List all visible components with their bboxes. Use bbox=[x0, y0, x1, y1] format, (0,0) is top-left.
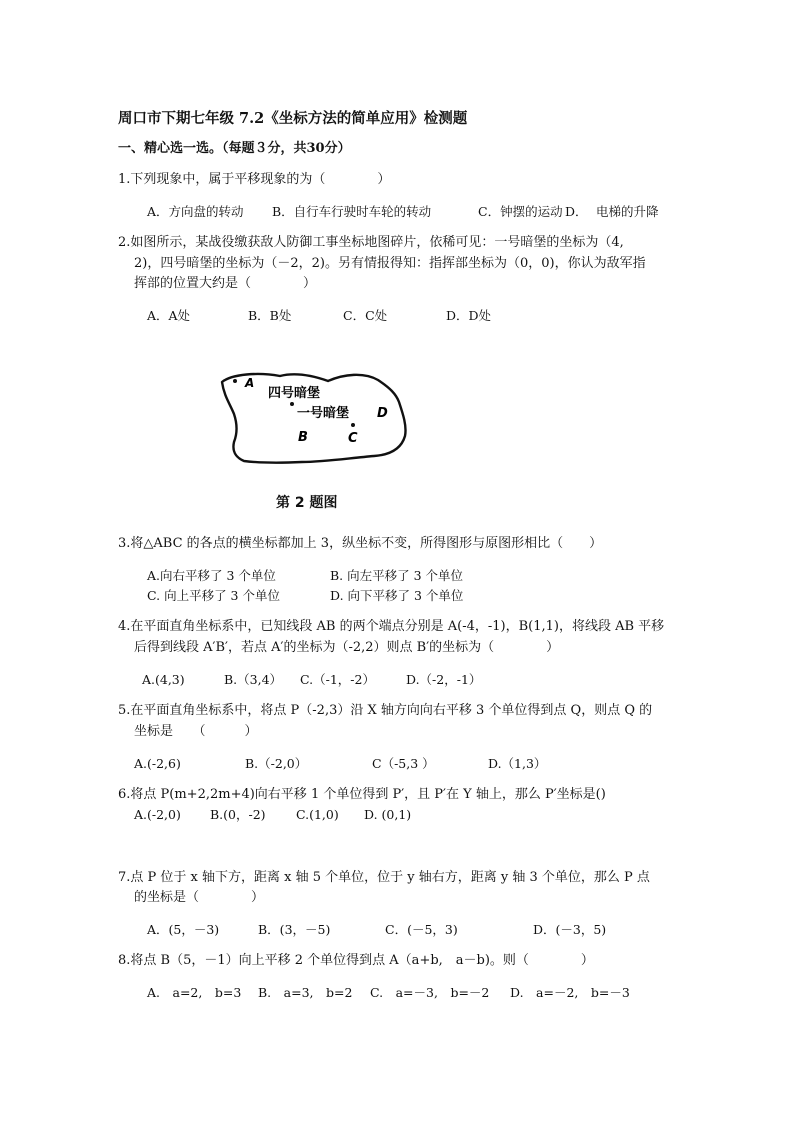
q5-option-d: D.（1,3） bbox=[488, 756, 547, 771]
point-b-dot bbox=[290, 402, 294, 406]
q4-stem-line1: 4.在平面直角坐标系中，已知线段 AB 的两个端点分别是 A(-4，-1)，B(1,1)，将线段 AB 平移 bbox=[118, 619, 665, 634]
label-b: B bbox=[298, 430, 308, 445]
q5-option-b: B.（-2,0） bbox=[245, 756, 308, 771]
q8-option-d: D. a=－2, b=－3 bbox=[510, 985, 630, 1000]
q2-stem-line2: 2)，四号暗堡的坐标为（－2，2)。另有情报得知：指挥部坐标为（0，0)，你认为敌军指 bbox=[134, 256, 646, 271]
q4-option-d: D.（-2，-1） bbox=[406, 672, 482, 687]
q2-option-c: C．C处 bbox=[343, 308, 388, 323]
q6-option-d: D. (0,1) bbox=[364, 807, 412, 822]
q4-stem-line2: 后得到线段 A′B′，若点 A′的坐标为（-2,2）则点 B′的坐标为（ ） bbox=[134, 640, 560, 655]
q5-stem-line2: 坐标是 （ ） bbox=[134, 724, 258, 739]
label-bunker-4: 四号暗堡 bbox=[268, 386, 321, 401]
q2-stem-line1: 2.如图所示，某战役缴获敌人防御工事坐标地图碎片，依稀可见：一号暗堡的坐标为（4, bbox=[118, 235, 624, 250]
q7-option-b: B．(3，－5) bbox=[258, 922, 331, 937]
label-bunker-1: 一号暗堡 bbox=[297, 406, 350, 421]
q3-option-d: D. 向下平移了 3 个单位 bbox=[330, 588, 464, 603]
q7-stem-line2: 的坐标是（ ） bbox=[134, 890, 265, 905]
q2-option-b: B．B处 bbox=[248, 308, 292, 323]
q4-option-c: C.（-1，-2） bbox=[300, 672, 375, 687]
q8-option-a: A. a=2, b=3 bbox=[147, 985, 242, 1000]
q1-option-d-text: 电梯的升降 bbox=[596, 204, 659, 219]
q2-stem-line3: 挥部的位置大约是（ ） bbox=[134, 276, 317, 291]
point-a-dot bbox=[233, 379, 237, 383]
q1-stem: 1.下列现象中，属于平移现象的为（ ） bbox=[118, 172, 391, 187]
document-title: 周口市下期七年级 7.2《坐标方法的简单应用》检测题 bbox=[118, 110, 468, 127]
q3-option-b: B. 向左平移了 3 个单位 bbox=[330, 568, 464, 583]
q6-option-a: A.(-2,0) bbox=[134, 807, 181, 822]
q6-option-c: C.(1,0) bbox=[296, 807, 339, 822]
q3-option-a: A.向右平移了 3 个单位 bbox=[147, 568, 276, 583]
q4-option-a: A.(4,3) bbox=[142, 672, 185, 687]
q1-option-a: A．方向盘的转动 bbox=[147, 204, 244, 219]
section-heading: 一、精心选一选。（每题３分，共30分） bbox=[118, 141, 351, 156]
q5-option-a: A.(-2,6) bbox=[134, 756, 181, 771]
q3-stem: 3.将△ABC 的各点的横坐标都加上 3，纵坐标不变，所得图形与原图形相比（ ） bbox=[118, 536, 603, 551]
q2-option-d: D．D处 bbox=[446, 308, 492, 323]
q8-option-b: B. a=3, b=2 bbox=[258, 985, 353, 1000]
q7-option-d: D．(－3，5) bbox=[533, 922, 607, 937]
q5-stem-line1: 5.在平面直角坐标系中，将点 P（-2,3）沿 X 轴方向向右平移 3 个单位得到点 Q，则点 Q 的 bbox=[118, 703, 653, 718]
q1-option-d-letter: D． bbox=[565, 204, 588, 219]
q3-option-c: C. 向上平移了 3 个单位 bbox=[147, 588, 280, 603]
label-a: A bbox=[245, 376, 255, 390]
q1-option-c: C．钟摆的运动 bbox=[478, 204, 563, 219]
q6-option-b: B.(0，-2) bbox=[210, 807, 266, 822]
q2-option-a: A．A处 bbox=[147, 308, 191, 323]
q7-option-a: A．(5，－3) bbox=[147, 922, 220, 937]
q5-option-c: C（-5,3 ） bbox=[372, 756, 435, 771]
label-d: D bbox=[377, 406, 388, 421]
q7-stem-line1: 7.点 P 位于 x 轴下方，距离 x 轴 5 个单位，位于 y 轴右方，距离 y 轴 3 个单位，那么 P 点 bbox=[118, 870, 650, 885]
point-c-dot bbox=[351, 423, 355, 427]
q8-option-c: C. a=－3, b=－2 bbox=[370, 985, 490, 1000]
q7-option-c: C．(－5，3) bbox=[385, 922, 458, 937]
q8-stem: 8.将点 B（5，－1）向上平移 2 个单位得到点 A（a+b, a－b)。则（ ） bbox=[118, 953, 594, 968]
q4-option-b: B.（3,4） bbox=[224, 672, 283, 687]
map-fragment-figure bbox=[210, 368, 415, 470]
q6-stem: 6.将点 P(m+2,2m+4)向右平移 1 个单位得到 P′，且 P′在 Y 轴上，那么 P′坐标是() bbox=[118, 787, 606, 802]
label-c: C bbox=[348, 431, 358, 446]
figure-caption: 第 2 题图 bbox=[276, 495, 338, 511]
q1-option-b: B．自行车行驶时车轮的转动 bbox=[272, 204, 432, 219]
